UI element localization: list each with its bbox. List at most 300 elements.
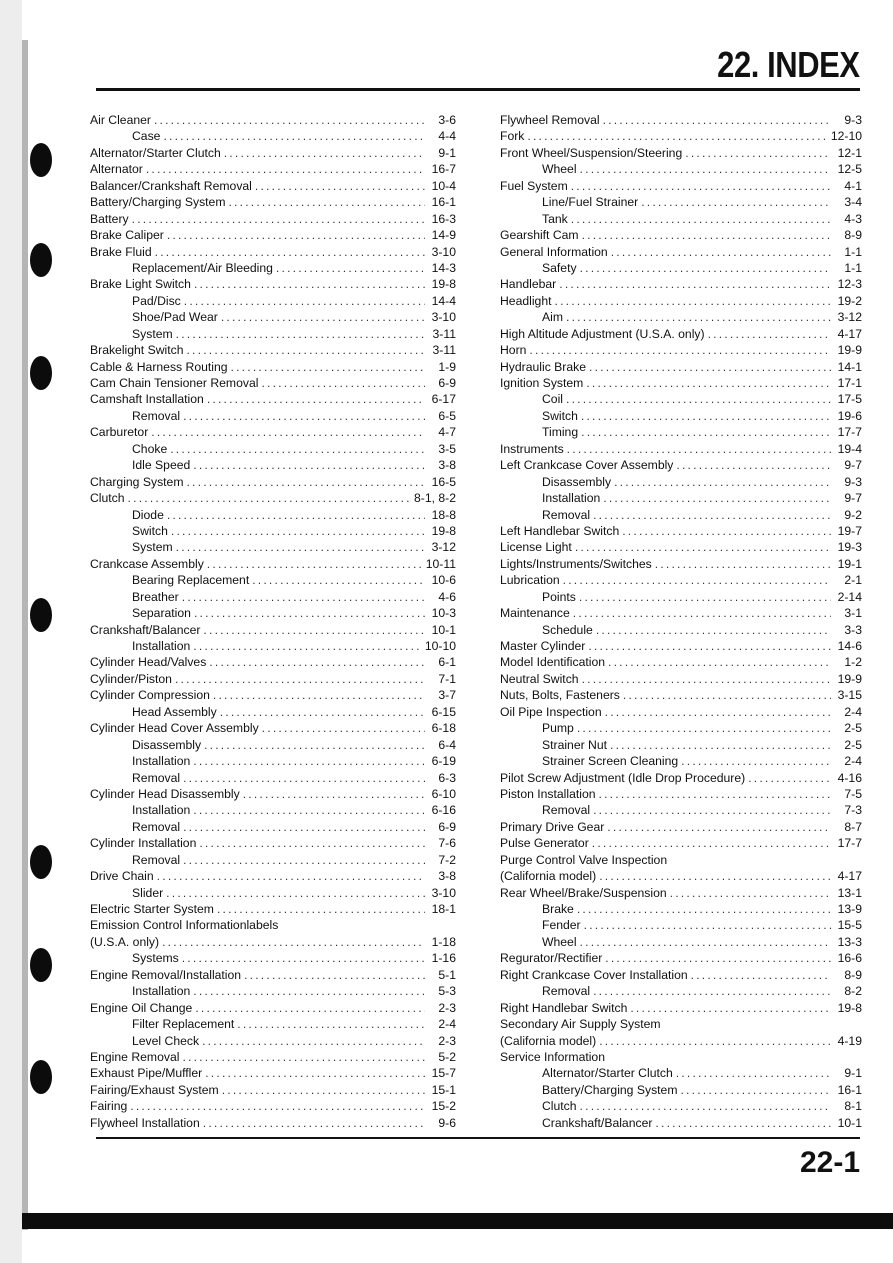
index-entry-page: 6-15 — [431, 704, 456, 719]
index-entry-label: System — [132, 540, 173, 555]
leader-dots — [193, 802, 425, 818]
leader-dots — [213, 687, 425, 703]
index-entry-page: 13-1 — [837, 885, 862, 900]
index-entry-label: Right Crankcase Cover Installation — [500, 967, 688, 982]
index-entry-page: 14-1 — [837, 359, 862, 374]
index-entry-label: Crankshaft/Balancer — [90, 622, 201, 637]
index-entry-page: 3-11 — [432, 343, 456, 358]
index-entry-label: Removal — [132, 408, 181, 423]
leader-dots — [183, 408, 425, 424]
leader-dots — [204, 737, 425, 753]
index-entry-label: Pad/Disc — [132, 293, 181, 308]
index-entry — [90, 589, 456, 605]
index-entry-page: 10-11 — [425, 556, 456, 571]
index-entry — [90, 720, 456, 736]
index-entry — [500, 556, 862, 572]
leader-dots — [205, 1065, 425, 1081]
index-entry-label: Balancer/Crankshaft Removal — [90, 178, 252, 193]
index-entry — [500, 605, 862, 621]
index-entry — [500, 638, 862, 654]
index-entry-page: 3-15 — [837, 688, 862, 703]
index-entry-page: 16-6 — [837, 951, 862, 966]
index-entry-label: Crankshaft/Balancer — [542, 1115, 653, 1130]
leader-dots — [203, 1115, 425, 1131]
index-entry — [500, 1065, 862, 1081]
index-entry-page: 4-17 — [837, 326, 862, 341]
index-entry-page: 9-7 — [844, 458, 862, 473]
index-entry-page: 16-3 — [431, 211, 456, 226]
index-entry-page: 2-4 — [844, 704, 862, 719]
leader-dots — [222, 1082, 425, 1098]
index-entry-label: Fender — [542, 918, 581, 933]
index-entry-label: Air Cleaner — [90, 113, 151, 127]
index-entry — [500, 1115, 862, 1131]
index-entry-label: Removal — [132, 770, 181, 785]
index-entry-page: 7-6 — [438, 836, 456, 851]
index-entry-page: 6-3 — [438, 770, 456, 785]
index-entry-page: 12-10 — [830, 129, 862, 144]
leader-dots — [166, 885, 425, 901]
leader-dots — [603, 490, 831, 506]
index-entry-page: 2-3 — [438, 1033, 456, 1048]
leader-dots — [593, 802, 831, 818]
index-entry-label: Lubrication — [500, 573, 560, 588]
index-entry — [500, 835, 862, 851]
index-entry — [90, 1065, 456, 1081]
index-entry-label: Right Handlebar Switch — [500, 1000, 628, 1015]
leader-dots — [176, 539, 425, 555]
leader-dots — [584, 917, 831, 933]
leader-dots — [217, 901, 425, 917]
index-entry-page: 4-19 — [837, 1033, 862, 1048]
index-entry — [500, 983, 862, 999]
leader-dots — [641, 194, 831, 210]
leader-dots — [130, 1098, 425, 1114]
leader-dots — [691, 967, 831, 983]
index-entry-page: 19-8 — [431, 277, 456, 292]
index-entry-label: Lights/Instruments/Switches — [500, 556, 652, 571]
index-entry-page: 15-5 — [837, 918, 862, 933]
index-entry-page: 3-7 — [438, 688, 456, 703]
index-entry-page: 8-9 — [844, 967, 862, 982]
index-entry — [500, 276, 862, 292]
index-entry-page: 6-9 — [438, 819, 456, 834]
index-entry — [90, 490, 456, 506]
leader-dots — [603, 112, 831, 128]
index-entry — [90, 194, 456, 210]
leader-dots — [592, 835, 831, 851]
index-entry-page: 10-1 — [837, 1115, 862, 1130]
index-entry-label: (U.S.A. only) — [90, 934, 160, 949]
leader-dots — [193, 638, 422, 654]
index-entry — [500, 802, 862, 818]
index-entry-page: 13-3 — [837, 934, 862, 949]
index-entry-page: 9-7 — [844, 491, 862, 506]
index-entry-label: Front Wheel/Suspension/Steering — [500, 145, 683, 160]
index-entry — [90, 687, 456, 703]
leader-dots — [157, 868, 425, 884]
index-entry — [500, 671, 862, 687]
index-entry-page: 19-4 — [837, 441, 862, 456]
index-entry-page: 4-17 — [837, 869, 862, 884]
index-entry — [90, 1098, 456, 1114]
index-entry — [500, 112, 862, 128]
index-entry — [90, 474, 456, 490]
index-entry — [90, 375, 456, 391]
index-entry-label: Wheel — [542, 934, 577, 949]
index-entry-page: 6-17 — [431, 392, 456, 407]
index-entry-label: Battery/Charging System — [542, 1082, 678, 1097]
leader-dots — [611, 244, 831, 260]
leader-dots — [128, 490, 411, 506]
index-entry-label: Installation — [132, 639, 191, 653]
index-entry-page: 3-4 — [844, 195, 862, 210]
index-entry-label: Ignition System — [500, 376, 584, 390]
binder-hole — [30, 845, 52, 879]
index-entry-page: 19-9 — [837, 671, 862, 686]
index-entry-page: 16-1 — [431, 195, 456, 210]
index-entry-page: 18-1 — [431, 902, 456, 916]
index-entry — [90, 638, 456, 654]
index-entry-page: 19-8 — [431, 523, 456, 538]
index-entry-label: Installation — [132, 754, 191, 769]
index-entry — [500, 1016, 862, 1032]
index-entry-page: 4-16 — [837, 770, 862, 785]
leader-dots — [575, 539, 831, 555]
index-entry — [90, 737, 456, 753]
index-entry-label: Pilot Screw Adjustment (Idle Drop Procedure) — [500, 770, 746, 785]
index-entry-label: Choke — [132, 441, 168, 456]
leader-dots — [170, 441, 425, 457]
index-entry — [90, 342, 456, 358]
index-entry — [90, 671, 456, 687]
index-entry — [500, 244, 862, 260]
index-entry-label: Fairing — [90, 1099, 128, 1114]
index-entry-label: High Altitude Adjustment (U.S.A. only) — [500, 326, 705, 341]
index-entry-page: 8-1 — [844, 1099, 862, 1114]
index-entry-label: Removal — [542, 507, 591, 522]
index-entry — [90, 457, 456, 473]
leader-dots — [630, 1000, 831, 1016]
leader-dots — [582, 671, 831, 687]
index-entry-label: Alternator/Starter Clutch — [90, 145, 221, 160]
index-entry — [500, 539, 862, 555]
index-entry-page: 12-1 — [837, 145, 862, 160]
index-entry-label: Clutch — [542, 1099, 577, 1114]
index-entry — [500, 1098, 862, 1114]
index-entry — [500, 967, 862, 983]
index-entry-label: Instruments — [500, 441, 564, 456]
index-entry-page: 2-14 — [837, 589, 862, 604]
index-entry-page: 15-7 — [431, 1066, 456, 1081]
index-entry — [90, 391, 456, 407]
index-entry-label: Cylinder Compression — [90, 688, 210, 703]
binder-hole — [30, 598, 52, 632]
index-entry — [90, 1115, 456, 1131]
leader-dots — [580, 161, 831, 177]
index-entry — [90, 572, 456, 588]
leader-dots — [681, 753, 831, 769]
leader-dots — [167, 507, 425, 523]
index-entry-label: Brake Fluid — [90, 244, 152, 259]
leader-dots — [655, 556, 831, 572]
leader-dots — [529, 342, 831, 358]
index-entry — [90, 704, 456, 720]
index-entry-label: Crankcase Assembly — [90, 556, 204, 571]
index-entry — [90, 309, 456, 325]
index-entry-label: Left Handlebar Switch — [500, 523, 620, 538]
index-entry-page: 15-2 — [431, 1099, 456, 1114]
binder-hole — [30, 143, 52, 177]
index-entry — [90, 835, 456, 851]
leader-dots — [593, 507, 831, 523]
index-entry-page: 19-9 — [837, 343, 862, 358]
index-entry-page: 8-1, 8-2 — [413, 491, 456, 506]
index-column-right — [500, 112, 862, 1131]
leader-dots — [186, 474, 425, 490]
index-entry-page: 8-7 — [844, 819, 862, 834]
index-entry-label: Engine Removal — [90, 1049, 180, 1064]
index-entry-page: 6-19 — [431, 754, 456, 769]
index-entry — [500, 441, 862, 457]
index-entry-label: Head Assembly — [132, 704, 217, 719]
index-entry-page: 3-10 — [431, 885, 456, 900]
index-entry-page: 4-3 — [844, 211, 862, 226]
index-entry — [90, 654, 456, 670]
index-entry-label: Pulse Generator — [500, 836, 589, 851]
index-entry — [90, 161, 456, 177]
index-entry-label: Separation — [132, 606, 191, 621]
index-entry — [500, 654, 862, 670]
index-entry-label: Alternator — [90, 162, 143, 177]
index-entry — [90, 145, 456, 161]
index-entry-label: Slider — [132, 885, 164, 900]
index-entry — [500, 194, 862, 210]
leader-dots — [599, 1033, 831, 1049]
index-entry — [500, 753, 862, 769]
page-number: 22-1 — [799, 1146, 860, 1179]
page-title: 22. INDEX — [717, 44, 860, 85]
scan-edge-bar — [22, 1213, 893, 1229]
index-entry-label: Case — [132, 129, 161, 144]
binding-edge-line — [22, 40, 28, 1230]
index-entry — [500, 309, 862, 325]
index-entry — [500, 161, 862, 177]
leader-dots — [231, 359, 425, 375]
index-entry — [500, 950, 862, 966]
index-entry-label: Regurator/Rectifier — [500, 951, 603, 966]
index-entry-label: Primary Drive Gear — [500, 819, 605, 834]
index-entry — [500, 145, 862, 161]
index-entry-label: Flywheel Installation — [90, 1115, 200, 1130]
leader-dots — [186, 342, 425, 358]
leader-dots — [262, 720, 425, 736]
index-entry-label: Gearshift Cam — [500, 228, 579, 243]
index-entry — [90, 868, 456, 884]
leader-dots — [608, 654, 831, 670]
index-entry-page: 8-2 — [844, 984, 862, 999]
index-entry — [500, 391, 862, 407]
leader-dots — [581, 424, 831, 440]
index-entry-page: 16-1 — [837, 1082, 862, 1097]
index-entry — [90, 786, 456, 802]
index-entry-page: 9-3 — [844, 474, 862, 489]
leader-dots — [588, 638, 831, 654]
index-entry — [90, 802, 456, 818]
index-entry — [500, 687, 862, 703]
index-entry-label: Removal — [132, 819, 181, 834]
index-entry-page: 8-9 — [844, 228, 862, 243]
index-entry — [90, 293, 456, 309]
index-entry — [500, 457, 862, 473]
index-entry-page: 17-7 — [837, 836, 862, 851]
index-entry — [90, 507, 456, 523]
index-entry-label: Disassembly — [542, 474, 612, 489]
leader-dots — [610, 737, 831, 753]
index-entry-page: 10-4 — [431, 178, 456, 193]
leader-dots — [555, 293, 832, 309]
index-entry-page: 6-4 — [438, 737, 456, 752]
leader-dots — [146, 161, 425, 177]
index-entry-page: 1-2 — [844, 655, 862, 670]
index-entry-page: 2-5 — [844, 721, 862, 736]
index-entry-label: Systems — [132, 951, 179, 966]
index-entry-label: Engine Removal/Installation — [90, 967, 242, 982]
index-entry-label: Charging System — [90, 474, 184, 489]
page-binding-margin — [0, 0, 22, 1263]
leader-dots — [605, 950, 831, 966]
leader-dots — [563, 572, 831, 588]
index-entry-page: 19-1 — [837, 556, 862, 571]
index-entry — [500, 227, 862, 243]
index-entry-label: Drive Chain — [90, 869, 154, 884]
index-entry — [90, 424, 456, 440]
index-entry-label: Secondary Air Supply System — [500, 1017, 661, 1032]
index-entry-page: 7-3 — [844, 803, 862, 818]
leader-dots — [193, 753, 425, 769]
index-entry-label: Installation — [542, 491, 601, 506]
leader-dots — [593, 983, 831, 999]
leader-dots — [573, 605, 831, 621]
index-entry — [90, 244, 456, 260]
index-entry-label: Brake Light Switch — [90, 277, 191, 292]
index-entry-label: Cam Chain Tensioner Removal — [90, 376, 259, 390]
index-entry-page: 1-1 — [844, 260, 862, 275]
index-entry-label: Battery — [90, 211, 129, 226]
index-entry-label: Cylinder Head Disassembly — [90, 786, 240, 801]
index-entry-page: 6-5 — [438, 408, 456, 423]
leader-dots — [748, 770, 831, 786]
index-entry — [90, 1000, 456, 1016]
index-entry — [90, 622, 456, 638]
index-entry — [500, 523, 862, 539]
index-entry-label: Level Check — [132, 1033, 200, 1048]
index-entry-label: System — [132, 326, 173, 341]
leader-dots — [132, 211, 425, 227]
leader-dots — [589, 359, 831, 375]
index-entry — [90, 770, 456, 786]
index-entry — [500, 178, 862, 194]
index-entry — [500, 507, 862, 523]
leader-dots — [685, 145, 831, 161]
leader-dots — [580, 934, 831, 950]
leader-dots — [559, 276, 831, 292]
index-entry-page: 3-5 — [438, 441, 456, 456]
leader-dots — [209, 654, 425, 670]
leader-dots — [680, 1082, 831, 1098]
leader-dots — [676, 1065, 831, 1081]
index-entry-label: Removal — [132, 852, 181, 867]
index-entry-page: 2-5 — [844, 737, 862, 752]
index-entry-label: Diode — [132, 507, 164, 522]
leader-dots — [194, 276, 425, 292]
index-entry-label: Coil — [542, 392, 563, 407]
index-entry-page: 10-1 — [431, 622, 456, 637]
index-entry-label: Points — [542, 589, 576, 604]
leader-dots — [599, 868, 831, 884]
index-entry — [90, 211, 456, 227]
index-entry — [500, 868, 862, 884]
index-entry-label: Fork — [500, 129, 525, 144]
index-entry-page: 10-10 — [424, 639, 456, 653]
index-entry-label: Fuel System — [500, 178, 568, 193]
leader-dots — [199, 835, 425, 851]
index-entry-label: Master Cylinder — [500, 639, 586, 653]
index-entry-label: Electric Starter System — [90, 902, 214, 916]
index-entry-label: Cylinder Head Cover Assembly — [90, 721, 259, 736]
leader-dots — [567, 441, 831, 457]
leader-dots — [224, 145, 425, 161]
index-entry — [500, 819, 862, 835]
leader-dots — [614, 474, 831, 490]
index-entry — [500, 359, 862, 375]
index-entry-label: Brakelight Switch — [90, 343, 184, 358]
index-entry — [500, 622, 862, 638]
leader-dots — [154, 112, 425, 128]
leader-dots — [228, 194, 425, 210]
index-entry — [90, 934, 456, 950]
index-entry-page: 9-6 — [438, 1115, 456, 1130]
leader-dots — [202, 1033, 425, 1049]
index-entry-label: Strainer Nut — [542, 737, 608, 752]
index-entry-page: 3-12 — [837, 310, 862, 325]
index-entry — [500, 1000, 862, 1016]
index-entry-page: 1-1 — [844, 244, 862, 259]
leader-dots — [599, 786, 831, 802]
leader-dots — [167, 227, 425, 243]
index-entry-label: Rear Wheel/Brake/Suspension — [500, 885, 667, 900]
leader-dots — [276, 260, 425, 276]
index-entry-page: 1-16 — [431, 951, 456, 966]
leader-dots — [184, 293, 425, 309]
index-entry-label: Fairing/Exhaust System — [90, 1082, 219, 1097]
index-entry — [90, 539, 456, 555]
index-entry-page: 19-3 — [837, 540, 862, 555]
leader-dots — [566, 391, 831, 407]
leader-dots — [623, 687, 831, 703]
index-entry-label: Wheel — [542, 162, 577, 177]
index-entry — [500, 704, 862, 720]
index-entry-page: 10-3 — [431, 606, 456, 621]
footer-rule — [96, 1137, 860, 1139]
index-entry-page: 2-4 — [438, 1017, 456, 1032]
leader-dots — [252, 572, 425, 588]
leader-dots — [577, 901, 831, 917]
leader-dots — [676, 457, 831, 473]
index-entry-label: Filter Replacement — [132, 1017, 235, 1032]
leader-dots — [195, 1000, 425, 1016]
leader-dots — [580, 260, 831, 276]
